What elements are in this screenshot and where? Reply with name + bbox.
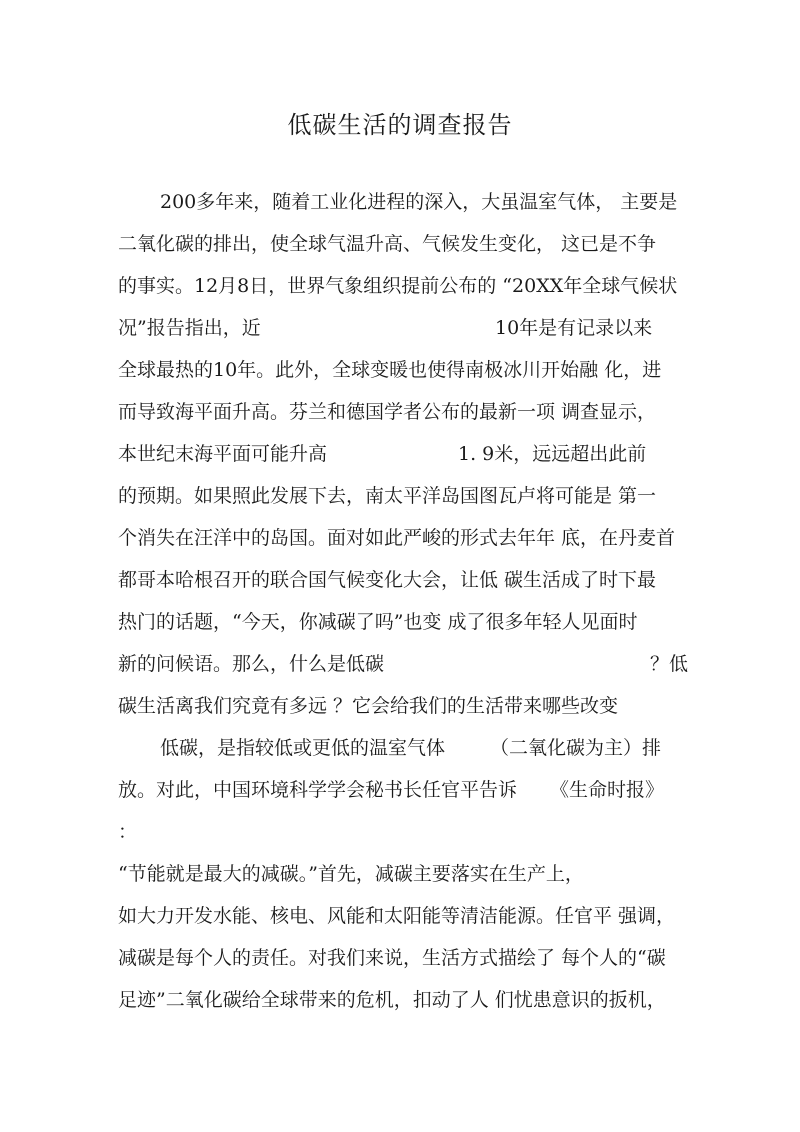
paragraph-line: 况”报告指出，近 (118, 317, 261, 339)
paragraph-line: 热门的话题，“今天，你减碳了吗”也变 成了很多年轻人见面时 (118, 611, 638, 633)
paragraph-line: 如大力开发水能、核电、风能和太阳能等清洁能源。任官平 强调， (118, 905, 676, 927)
paragraph-line: 低碳，是指较低或更低的温室气体 (160, 737, 446, 759)
paragraph-line: ？低 (650, 653, 689, 675)
paragraph-line: 1. 9米，远远超出此前 (458, 443, 647, 465)
paragraph-line: 《生命时报》 (550, 779, 665, 801)
paragraph-line: 10年是有记录以来 (495, 317, 653, 339)
paragraph-line: ： (118, 821, 138, 843)
paragraph-line: 而导致海平面升高。芬兰和德国学者公布的最新一项 调查显示， (118, 401, 657, 423)
paragraph-line: 都哥本哈根召开的联合国气候变化大会，让低 碳生活成了时下最 (118, 569, 657, 591)
paragraph-line: 本世纪末海平面可能升高 (118, 443, 328, 465)
document-title: 低碳生活的调查报告 (287, 111, 513, 139)
paragraph-line: 的预期。如果照此发展下去，南太平洋岛国图瓦卢将可能是 第一 (118, 485, 657, 507)
paragraph-line: 200多年来，随着工业化进程的深入，大虽温室气体， 主要是 (160, 191, 678, 213)
paragraph-line: 的事实。12月8日，世界气象组织提前公布的 “20XX年全球气候状 (118, 275, 678, 297)
paragraph-line: 个消失在汪洋中的岛国。面对如此严峻的形式去年年 底，在丹麦首 (118, 527, 676, 549)
paragraph-line: 减碳是每个人的责任。对我们来说，生活方式描绘了 每个人的“碳 (118, 947, 666, 969)
paragraph-line: 放。对此，中国环境科学学会秘书长任官平告诉 (118, 779, 518, 801)
paragraph-line: “节能就是最大的减碳。”首先，减碳主要落实在生产上， (118, 863, 584, 885)
paragraph-line: 全球最热的10年。此外，全球变暖也使得南极冰川开始融 化，进 (118, 359, 662, 381)
paragraph-line: 二氧化碳的排出，使全球气温升高、气候发生变化， 这已是不争 (118, 233, 657, 255)
paragraph-line: 碳生活离我们究竟有多远 ？它会给我们的生活带来哪些改变 (118, 695, 619, 717)
paragraph-line: 足迹”二氧化碳给全球带来的危机，扣动了人 们忧患意识的扳机， (118, 989, 666, 1011)
paragraph-line: （二氧化碳为主）排 (490, 737, 662, 759)
paragraph-line: 新的问候语。那么，什么是低碳 (118, 653, 385, 675)
